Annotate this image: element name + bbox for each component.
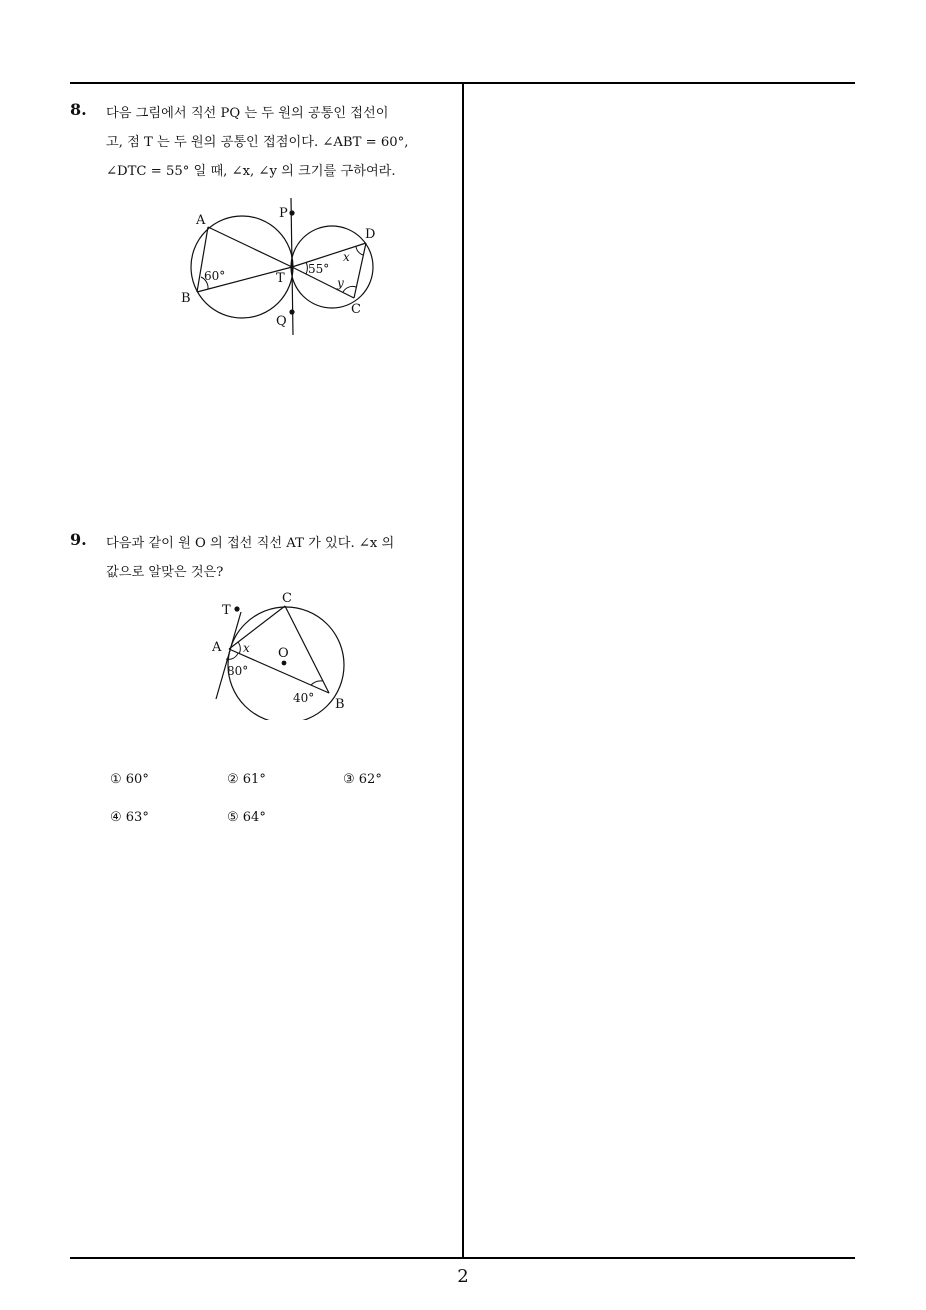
point-q — [289, 309, 294, 314]
label-c: C — [351, 302, 361, 317]
label-d: D — [365, 227, 376, 242]
problem-number: 8. — [70, 100, 87, 119]
angle-arc-x — [238, 642, 240, 654]
choice-3[interactable]: ③ 62° — [343, 772, 382, 787]
problem-number: 9. — [70, 530, 87, 549]
column-divider — [462, 82, 464, 1259]
problem-text-line: ∠DTC = 55° 일 때, ∠x, ∠y 의 크기를 구하여라. — [106, 164, 396, 179]
point-p — [289, 210, 294, 215]
problem-text — [106, 529, 456, 587]
angle-label-80: 80° — [227, 664, 249, 678]
angle-label-55: 55° — [308, 262, 330, 276]
label-o: O — [278, 646, 289, 661]
segment-ac — [229, 606, 285, 649]
angle-label-x: x — [243, 641, 250, 655]
label-p: P — [279, 206, 288, 221]
left-circle — [191, 216, 293, 318]
label-t: T — [276, 271, 285, 286]
label-b: B — [335, 697, 345, 712]
label-t: T — [222, 603, 231, 618]
choice-4[interactable]: ④ 63° — [110, 810, 149, 825]
tangent-line-at — [216, 612, 241, 699]
label-b: B — [181, 291, 191, 306]
problem-8-figure — [170, 195, 400, 345]
choice-1[interactable]: ① 60° — [110, 772, 149, 787]
angle-label-y: y — [337, 276, 344, 290]
label-c: C — [282, 591, 292, 606]
label-q: Q — [276, 314, 287, 329]
angle-label-60: 60° — [204, 269, 226, 283]
label-a: A — [212, 640, 222, 655]
choice-2[interactable]: ② 61° — [227, 772, 266, 787]
segment-dc — [354, 243, 366, 298]
problem-text-line: 고, 점 T 는 두 원의 공통인 접점이다. ∠ABT = 60°, — [106, 135, 409, 150]
angle-arc-c — [343, 286, 356, 292]
problem-text — [106, 99, 456, 186]
problem-text-line: 다음 그림에서 직선 PQ 는 두 원의 공통인 접선이 — [106, 106, 389, 121]
segment-cb — [285, 606, 329, 693]
problem-9-figure — [205, 585, 365, 720]
angle-arc-40 — [311, 681, 323, 685]
choice-5[interactable]: ⑤ 64° — [227, 810, 266, 825]
angle-arc-d — [356, 246, 363, 255]
point-t — [234, 606, 239, 611]
bottom-rule — [70, 1257, 855, 1259]
problem-text-line: 값으로 알맞은 것은? — [106, 565, 224, 580]
angle-label-x: x — [343, 250, 350, 264]
problem-text-line: 다음과 같이 원 O 의 접선 직선 AT 가 있다. ∠x 의 — [106, 536, 395, 551]
angle-label-40: 40° — [293, 691, 315, 705]
page-number: 2 — [457, 1266, 469, 1287]
center-o — [282, 661, 287, 666]
label-a: A — [196, 213, 206, 228]
